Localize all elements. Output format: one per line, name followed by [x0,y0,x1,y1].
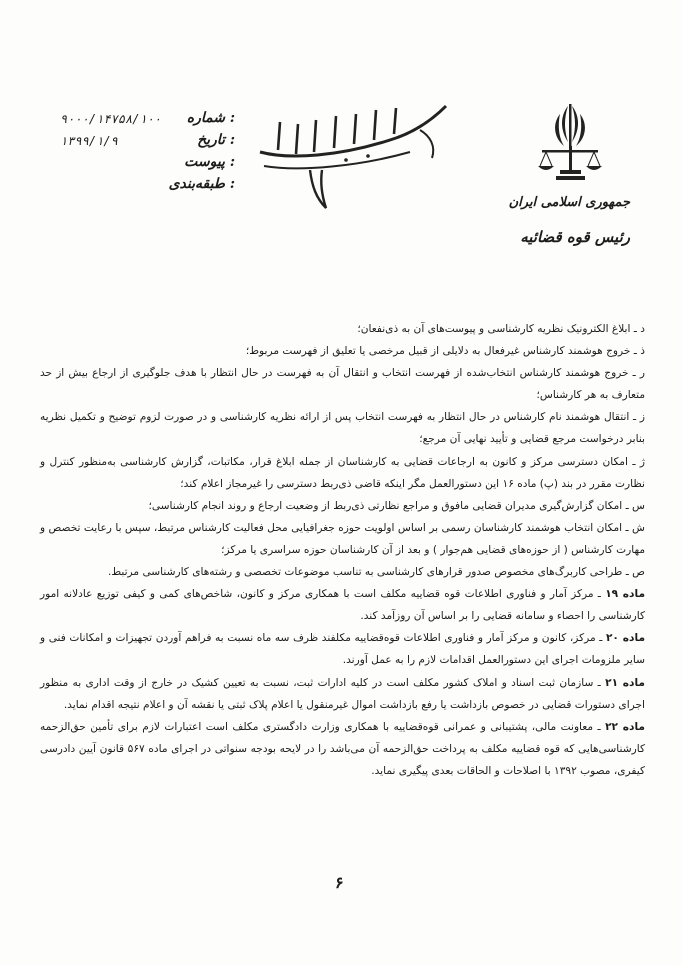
country-title: جمهوری اسلامی ایران [508,195,630,210]
paragraph: د ـ ابلاغ الکترونیک نظریه کارشناسی و پیوست‌های آن به ذی‌نفعان؛ [357,323,645,335]
paragraph: ر ـ خروج هوشمند کارشناس انتخاب‌شده از فهرست انتخاب و انتقال آن به فهرست در حال انتظار با هدف جلوگیری از ارجاع بیش از حد متعارف به هر کارشناس؛ [40,367,645,402]
paragraph: ذ ـ خروج هوشمند کارشناس غیرفعال به دلایلی از قبیل مرخصی یا تعلیق از فهرست مربوط؛ [245,345,645,358]
meta-value: ۹۰۰۰/۱۴۷۵۸/۱۰۰ [60,112,162,126]
article-paragraph: ماده ۲۱ ـ سازمان ثبت اسناد و املاک کشور مکلف است در کلیه ادارات ثبت، نسبت به تعیین کشیک در خارج از وقت اداری به منظور اجرای دستورات قضایی در خصوص بازداشت یا رفع بازداشت اموال غیرمنقول یا اعلام پلاک ثبتی یا نقشه آن و اعلام نتیجه اقدام نماید. [40,676,645,711]
document-body [40,318,645,782]
article-paragraph: ماده ۲۰ ـ مرکز، کانون و مرکز آمار و فناوری اطلاعات قوه‌قضاییه مکلفند ظرف سه ماه نسبت به فراهم آوردن تجهیزات و امکانات فنی و سایر ملزومات اجرای این دستورالعمل اقدامات لازم را به عمل آورند. [40,632,646,667]
paragraph: ز ـ انتقال هوشمند نام کارشناس در حال انتظار به فهرست انتخاب پس از ارائه نظریه کارشناسی و در صورت لزوم توضیح و تکمیل نظریه بنابر درخواست مرجع قضایی و تأیید نهایی آن مرجع؛ [40,411,645,446]
article-number: ماده ۲۱ [605,676,645,689]
paragraph: س ـ امکان گزارش‌گیری مدیران قضایی مافوق و مراجع نظارتی ذی‌ربط از وضعیت ارجاع و روند انجام کارشناسی؛ [148,499,645,512]
article-paragraph: ماده ۱۹ ـ مرکز آمار و فناوری اطلاعات قوه قضاییه مکلف است با همکاری مرکز و کانون، شاخص‌های کمی و کیفی توزیع عادلانه امور کارشناسی را احصاء و سامانه قضایی را بر اساس آن روزآمد کند. [40,588,645,623]
page-number: ۶ [335,873,344,892]
iran-emblem-icon [530,100,610,188]
meta-date-row [60,132,235,154]
meta-value: ۱۳۹۹/۱/۹ [60,134,118,148]
document-meta [60,110,235,198]
meta-label: پیوست : [184,154,235,170]
meta-label: طبقه‌بندی : [168,176,235,192]
basmala-calligraphy [250,100,460,210]
meta-attachment-row [60,154,235,176]
article-paragraph: ماده ۲۲ ـ معاونت مالی، پشتیبانی و عمرانی قوه‌قضاییه با همکاری وزارت دادگستری مکلف است اعتبارات لازم برای تأمین حق‌الزحمه کارشناسی‌هایی که قوه قضاییه مکلف به پرداخت حق‌الزحمه آن می‌باشد را در لایحه بودجه سنواتی در اجرای ماده ۵۶۷ قانون آیین دادرسی کیفری، مصوب ۱۳۹۲ با اصلاحات و الحاقات بعدی پیگیری نماید. [40,720,645,777]
meta-label: تاریخ : [197,132,235,148]
office-title: رئیس قوه قضائیه [520,228,630,246]
meta-classification-row [60,176,235,198]
article-number: ماده ۲۲ [605,720,645,733]
paragraph: ژ ـ امکان دسترسی مرکز و کانون به ارجاعات قضایی به کارشناسان از جمله ابلاغ قرار، مکاتبات، گزارش کارشناسی به‌منظور کنترل و نظارت مقرر در بند (پ) ماده ۱۶ این دستورالعمل مگر اینکه قاضی ذی‌ربط دسترسی را غیرمجاز اعلام کند؛ [40,455,645,490]
article-number: ماده ۱۹ [605,588,645,601]
article-number: ماده ۲۰ [605,632,646,645]
meta-label: شماره : [186,110,235,126]
meta-number-row [60,110,235,132]
paragraph: ش ـ امکان انتخاب هوشمند کارشناسان رسمی بر اساس اولویت حوزه جغرافیایی محل فعالیت کارشناس مرتبط، سپس با رعایت تخصص و مهارت کارشناس ( از حوزه‌های قضایی هم‌جوار ) و بعد از آن کارشناسان حوزه سراسری یا مرکز؛ [40,521,645,556]
paragraph: ص ـ طراحی کاربرگ‌های مخصوص صدور قرارهای کارشناسی به تناسب موضوعات تخصصی و رشته‌های کارشناسی مرتبط. [107,566,645,579]
